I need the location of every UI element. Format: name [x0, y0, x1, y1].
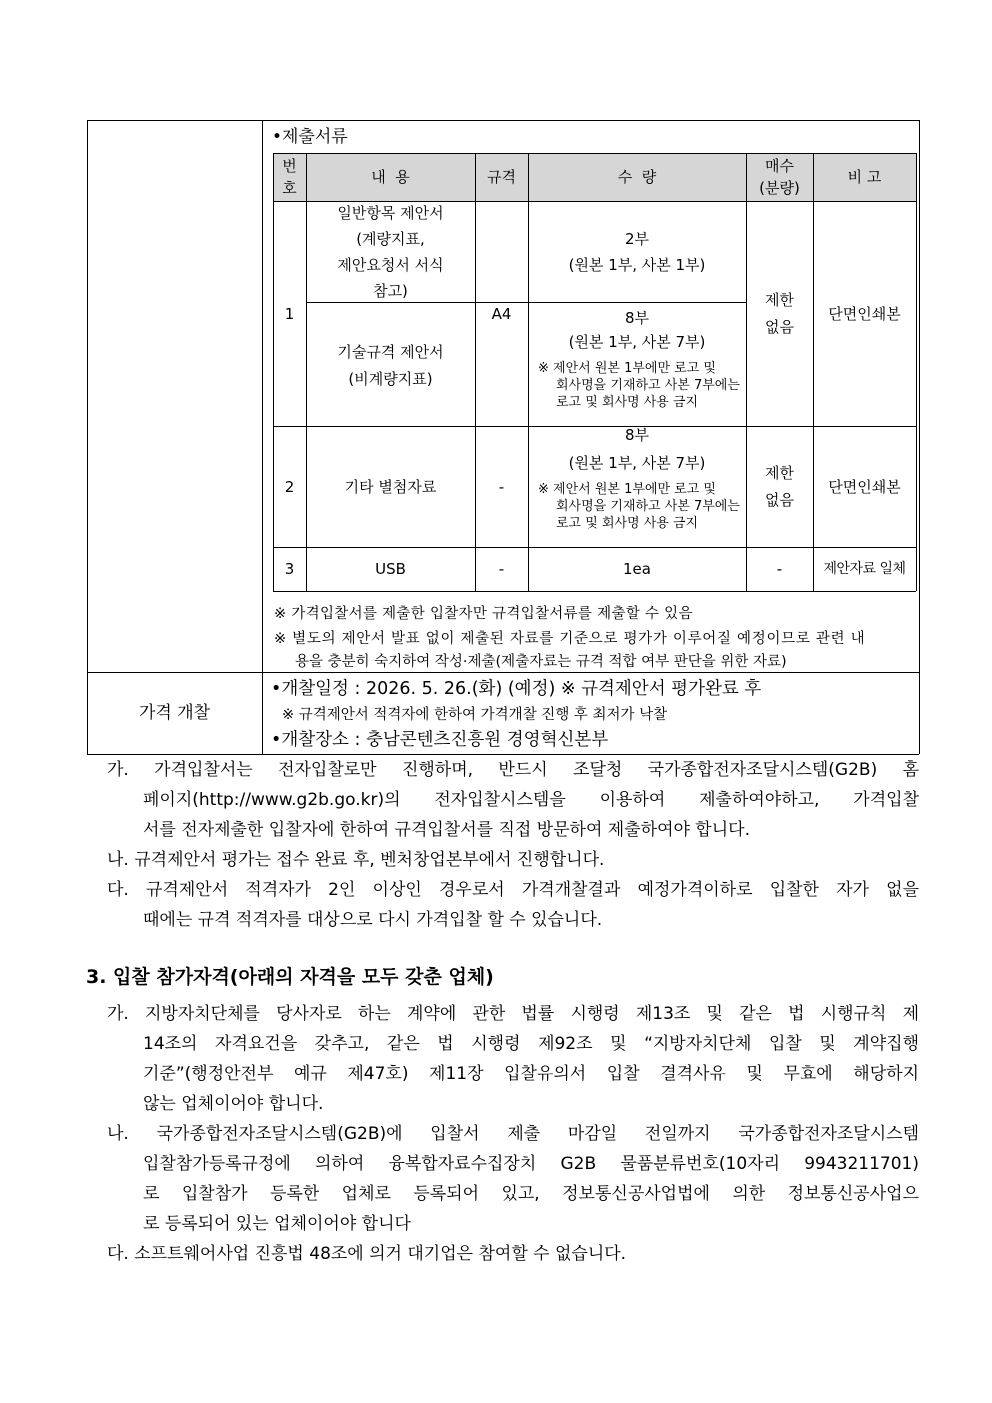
header-copies-line1: 매수 [765, 157, 794, 175]
row1-b-note-line: ※ 제안서 원본 1부에만 로고 및 [538, 361, 716, 376]
row2-content: 기타 별첨자료 [344, 477, 437, 496]
list-item-da: 다. 규격제안서 적격자가 2인 이상인 경우로서 가격개찰결과 예정가격이하로 입찰한 자가 없을 [107, 880, 919, 900]
row1-a-qty [528, 201, 746, 302]
row3-spec: - [498, 560, 505, 578]
row1-copies [746, 201, 813, 426]
list-item-ga-cont: 페이지(http://www.g2b.go.kr)의 전자입찰시스템을 이용하여 제출하여야하고, 가격입찰 [143, 790, 919, 810]
list-item-ga: 가. 가격입찰서는 전자입찰로만 진행하며, 반드시 조달청 국가종합전자조달시스템(G2B) 홈 [107, 760, 919, 780]
row2-note-line: 회사명을 기재하고 사본 7부에는 [556, 499, 740, 514]
row1-b-qty-line: (원본 1부, 사본 7부) [568, 333, 706, 351]
opening-note: ※ 규격제안서 적격자에 한하여 가격개찰 진행 후 최저가 낙찰 [282, 707, 668, 723]
row2-spec: - [498, 477, 505, 496]
row1-copies-line: 없음 [765, 317, 794, 336]
row1-no: 1 [284, 304, 295, 323]
list-item-ga-cont: 14조의 자격요건을 갖추고, 같은 법 시행령 제92조 및 “지방자치단체 입찰 및 계약집행 [143, 1034, 919, 1054]
submit-docs-title: •제출서류 [272, 127, 348, 147]
row1-a-line: 제안요청서 서식 [337, 255, 444, 274]
list-item-na: 나. 규격제안서 평가는 접수 완료 후, 벤처창업본부에서 진행합니다. [107, 850, 605, 870]
row3-copies: - [776, 560, 783, 578]
row3-qty: 1ea [623, 560, 651, 578]
price-opening-label: 가격 개찰 [138, 703, 211, 723]
row1-b-qty [528, 302, 746, 426]
list-item-ga-cont: 서를 전자제출한 입찰자에 한하여 규격입찰서를 직접 방문하여 제출하여야 합니다. [143, 820, 750, 840]
row1-a-qty-line: (원본 1부, 사본 1부) [568, 255, 706, 274]
list-item-na-cont: 로 등록되어 있는 업체이어야 합니다 [143, 1214, 411, 1234]
row2-copies-line: 없음 [765, 490, 794, 509]
row1-b-qty-line: 8부 [624, 309, 650, 327]
row2-note [538, 481, 740, 532]
header-copies-line2: (분량) [759, 179, 800, 197]
header-copies [746, 153, 813, 201]
row1-b-note [538, 360, 740, 411]
row1-b-note-line: 회사명을 기재하고 사본 7부에는 [556, 378, 740, 393]
header-no-line1: 번 [282, 157, 297, 175]
header-no [273, 153, 306, 201]
list-item-ga: 가. 지방자치단체를 당사자로 하는 계약에 관한 법률 시행령 제13조 및 같은 법 시행규칙 제 [107, 1004, 919, 1024]
list-item-ga-cont: 않는 업체이어야 합니다. [143, 1094, 324, 1114]
list-item-na-cont: 입찰참가등록규정에 의하여 융복합자료수집장치 G2B 물품분류번호(10자리 9943211701) [143, 1154, 919, 1174]
row2-note-line: 로고 및 회사명 사용 금지 [556, 516, 699, 531]
row1-a-line: 일반항목 제안서 [337, 203, 444, 222]
row1-a-line: 참고) [373, 281, 408, 300]
header-content: 내 용 [371, 168, 410, 186]
list-item-da-cont: 때에는 규격 적격자를 대상으로 다시 가격입찰 할 수 있습니다. [143, 910, 603, 930]
table-note: ※ 가격입찰서를 제출한 입찰자만 규격입찰서류를 제출할 수 있음 [274, 606, 693, 622]
table-note: ※ 별도의 제안서 발표 없이 제출된 자료를 기준으로 평가가 이루어질 예정이므로 관련 내 [274, 631, 866, 647]
row1-b-note-line: 로고 및 회사명 사용 금지 [556, 395, 699, 410]
table-note: 용을 충분히 숙지하여 작성·제출(제출자료는 규격 적합 여부 판단을 위한 자료) [295, 654, 787, 670]
header-no-line2: 호 [282, 179, 297, 197]
row1-spec: A4 [491, 304, 512, 323]
row3-remark: 제안자료 일체 [823, 561, 906, 577]
row2-qty-line: 8부 [624, 426, 650, 444]
row1-b-line: 기술규격 제안서 [337, 343, 444, 361]
row2-copies-line: 제한 [765, 463, 794, 482]
row2-qty-line: (원본 1부, 사본 7부) [568, 454, 706, 472]
list-item-da: 다. 소프트웨어사업 진흥법 48조에 의거 대기업은 참여할 수 없습니다. [107, 1244, 627, 1264]
row1-b-content [306, 302, 475, 426]
row2-qty [528, 426, 746, 547]
row2-note-line: ※ 제안서 원본 1부에만 로고 및 [538, 482, 716, 497]
opening-schedule: •개찰일정 : 2026. 5. 26.(화) (예정) ※ 규격제안서 평가완료 후 [271, 679, 762, 699]
row1-a-line: (계량지표, [356, 229, 425, 248]
row1-copies-line: 제한 [765, 290, 794, 309]
row2-remark: 단면인쇄본 [828, 477, 901, 496]
header-spec: 규격 [487, 168, 516, 186]
header-remark: 비 고 [847, 168, 882, 186]
row1-a-content [306, 201, 475, 302]
row1-remark: 단면인쇄본 [828, 304, 901, 323]
opening-place: •개찰장소 : 충남콘텐츠진흥원 경영혁신본부 [271, 730, 609, 750]
row3-content: USB [375, 560, 406, 578]
list-item-na-cont: 로 입찰참가 등록한 업체로 등록되어 있고, 정보통신공사업법에 의한 정보통신공사업으 [143, 1184, 919, 1204]
row1-a-qty-line: 2부 [624, 229, 650, 248]
list-item-na: 나. 국가종합전자조달시스템(G2B)에 입찰서 제출 마감일 전일까지 국가종합전자조달시스템 [107, 1124, 919, 1144]
row3-no: 3 [284, 560, 295, 578]
header-qty: 수 량 [617, 168, 657, 186]
row1-b-line: (비계량지표) [348, 370, 433, 388]
list-item-ga-cont: 기준”(행정안전부 예규 제47호) 제11장 입찰유의서 입찰 결격사유 및 무효에 해당하지 [143, 1064, 919, 1084]
section3-heading: 3. 입찰 참가자격(아래의 자격을 모두 갖춘 업체) [86, 966, 494, 988]
row2-copies [746, 426, 813, 547]
row2-no: 2 [284, 477, 295, 496]
